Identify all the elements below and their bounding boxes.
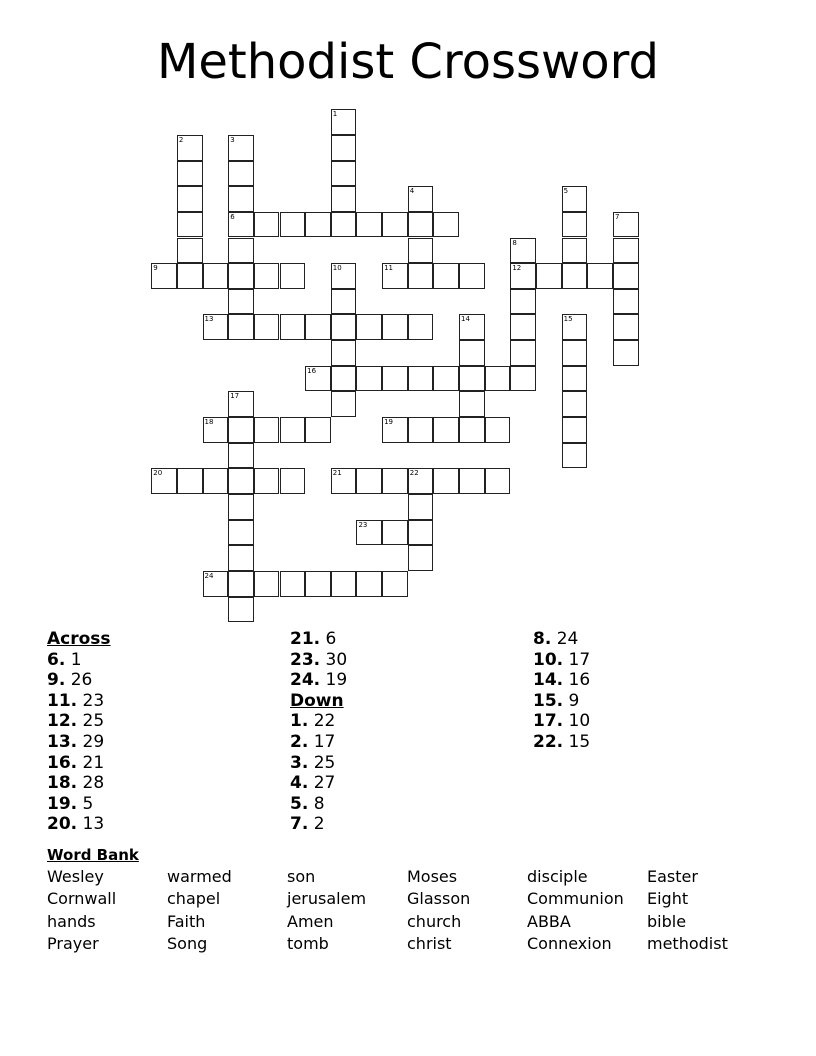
grid-cell[interactable]: [408, 263, 434, 289]
grid-cell[interactable]: [382, 468, 408, 494]
grid-cell[interactable]: [562, 417, 588, 443]
grid-cell[interactable]: [331, 289, 357, 315]
grid-cell[interactable]: [228, 494, 254, 520]
clue-number: 10.: [533, 649, 564, 670]
clue-number: 12: [512, 264, 522, 273]
grid-cell[interactable]: [408, 186, 434, 212]
grid-cell[interactable]: [280, 314, 306, 340]
grid-cell[interactable]: [613, 238, 639, 264]
word-bank-word: Easter: [647, 867, 698, 886]
grid-cell[interactable]: [382, 314, 408, 340]
grid-cell[interactable]: [177, 263, 203, 289]
clue: [290, 670, 347, 691]
grid-cell[interactable]: [151, 468, 177, 494]
grid-cell[interactable]: [305, 314, 331, 340]
grid-cell[interactable]: [613, 212, 639, 238]
grid-cell[interactable]: [562, 391, 588, 417]
grid-cell[interactable]: [228, 417, 254, 443]
grid-cell[interactable]: [254, 212, 280, 238]
grid-cell[interactable]: [613, 340, 639, 366]
clue: [290, 711, 347, 732]
grid-cell[interactable]: [228, 212, 254, 238]
word-bank-word: hands: [47, 912, 96, 931]
grid-cell[interactable]: [177, 468, 203, 494]
grid-cell[interactable]: [228, 186, 254, 212]
clue-number: 3.: [290, 752, 309, 773]
clue-text: 25: [313, 752, 336, 773]
clue-number: 5: [563, 187, 569, 196]
clue-number: 19: [384, 418, 394, 427]
clue-number: 17: [230, 392, 240, 401]
grid-cell[interactable]: [254, 571, 280, 597]
clue-number: 15: [563, 315, 573, 324]
clue-text: 24: [556, 629, 579, 649]
clue: [533, 670, 590, 691]
clue-number: 20.: [47, 814, 78, 835]
grid-cell[interactable]: [562, 263, 588, 289]
grid-cell[interactable]: [177, 135, 203, 161]
clue-text: 2: [313, 814, 325, 835]
grid-cell[interactable]: [408, 212, 434, 238]
clue-number: 9: [153, 264, 158, 273]
grid-cell[interactable]: [356, 366, 382, 392]
word-bank-word: Moses: [407, 867, 458, 886]
clue-text: 8: [313, 793, 325, 814]
grid-cell[interactable]: [613, 314, 639, 340]
clue-text: 21: [82, 752, 105, 773]
word-bank-word: son: [287, 867, 316, 886]
word-bank-word: Amen: [287, 912, 334, 931]
grid-cell[interactable]: [382, 212, 408, 238]
clue-number: 10: [332, 264, 342, 273]
clue: [47, 773, 111, 794]
clues-column: [533, 629, 590, 753]
grid-cell[interactable]: [562, 314, 588, 340]
clue-number: 7.: [290, 814, 309, 835]
clue-number: 6: [230, 212, 235, 221]
word-bank-word: Eight: [647, 889, 689, 908]
grid-cell[interactable]: [459, 314, 485, 340]
clue-text: 9: [568, 690, 580, 711]
clue: [533, 629, 590, 650]
clue: [47, 753, 111, 774]
grid-cell[interactable]: [228, 238, 254, 264]
grid-cell[interactable]: [382, 263, 408, 289]
grid-cell[interactable]: [408, 494, 434, 520]
across-header: Across: [47, 629, 111, 649]
grid-cell[interactable]: [254, 314, 280, 340]
clue-text: 1: [70, 649, 82, 670]
grid-cell[interactable]: [382, 417, 408, 443]
grid-cell[interactable]: [177, 212, 203, 238]
grid-cell[interactable]: [536, 263, 562, 289]
clue-number: 8: [512, 238, 517, 247]
grid-cell[interactable]: [485, 366, 511, 392]
clue-number: 14: [461, 315, 470, 324]
grid-cell[interactable]: [203, 417, 229, 443]
word-bank-word: Communion: [527, 889, 624, 908]
grid-cell[interactable]: [331, 314, 357, 340]
grid-cell[interactable]: [510, 289, 536, 315]
clues-column: [290, 629, 347, 835]
grid-cell[interactable]: [356, 520, 382, 546]
clue: [47, 650, 111, 671]
clue-text: 27: [313, 773, 336, 794]
grid-cell[interactable]: [203, 263, 229, 289]
grid-cell[interactable]: [433, 263, 459, 289]
clue-text: 6: [325, 629, 337, 649]
grid-cell[interactable]: [433, 366, 459, 392]
clue-number: 4: [409, 187, 415, 196]
grid-cell[interactable]: [331, 186, 357, 212]
grid-cell[interactable]: [177, 186, 203, 212]
word-bank-word: Cornwall: [47, 889, 117, 908]
grid-cell[interactable]: [613, 263, 639, 289]
grid-cell[interactable]: [331, 391, 357, 417]
word-bank-word: church: [407, 912, 462, 931]
word-bank-word: warmed: [167, 867, 232, 886]
grid-cell[interactable]: [433, 417, 459, 443]
clue-number: 24.: [290, 670, 321, 691]
clue: [47, 814, 111, 835]
grid-cell[interactable]: [331, 340, 357, 366]
clue-number: 15.: [533, 690, 564, 711]
clue-number: 20: [153, 469, 163, 478]
word-bank-word: ABBA: [527, 912, 571, 931]
clue-text: 16: [568, 670, 591, 691]
word-bank-word: bible: [647, 912, 687, 931]
clue: [47, 732, 111, 753]
clue-number: 11.: [47, 690, 78, 711]
clue-number: 14.: [533, 670, 564, 691]
clue-number: 23: [358, 520, 368, 529]
grid-cell[interactable]: [510, 340, 536, 366]
clue-number: 22.: [533, 731, 564, 752]
clue: [290, 773, 347, 794]
clue-number: 7: [614, 212, 620, 221]
clue: [290, 794, 347, 815]
clue-number: 2.: [290, 731, 309, 752]
grid-cell[interactable]: [331, 366, 357, 392]
grid-cell[interactable]: [382, 571, 408, 597]
grid-cell[interactable]: [510, 238, 536, 264]
grid-cell[interactable]: [408, 545, 434, 571]
grid-cell[interactable]: [254, 417, 280, 443]
grid-cell[interactable]: [408, 520, 434, 546]
clue: [47, 670, 111, 691]
clue-text: 26: [70, 670, 93, 691]
grid-cell[interactable]: [408, 417, 434, 443]
word-bank-title: Word Bank: [47, 846, 139, 864]
word-bank-word: Wesley: [47, 867, 104, 886]
grid-cell[interactable]: [228, 289, 254, 315]
grid-cell[interactable]: [254, 468, 280, 494]
grid-cell[interactable]: [331, 161, 357, 187]
clue-number: 2: [178, 135, 184, 144]
grid-cell[interactable]: [331, 135, 357, 161]
clue-text: 17: [313, 731, 336, 752]
clue-number: 13: [204, 315, 214, 324]
grid-cell[interactable]: [459, 366, 485, 392]
grid-cell[interactable]: [228, 135, 254, 161]
clue-number: 11: [384, 264, 394, 273]
grid-cell[interactable]: [356, 571, 382, 597]
clue: [290, 650, 347, 671]
clue-number: 21: [332, 469, 342, 478]
clue-text: 17: [568, 649, 591, 670]
clue: [47, 794, 111, 815]
grid-cell[interactable]: [280, 417, 306, 443]
grid-cell[interactable]: [305, 366, 331, 392]
grid-cell[interactable]: [331, 468, 357, 494]
clue-number: 18: [204, 418, 214, 427]
grid-cell[interactable]: [587, 263, 613, 289]
grid-cell[interactable]: [228, 443, 254, 469]
clue-text: 13: [82, 814, 105, 835]
grid-cell[interactable]: [510, 263, 536, 289]
word-bank-word: Connexion: [527, 934, 612, 953]
grid-cell[interactable]: [203, 571, 229, 597]
clue-text: 30: [325, 649, 348, 670]
grid-cell[interactable]: [203, 468, 229, 494]
grid-cell[interactable]: [356, 468, 382, 494]
grid-cell[interactable]: [562, 443, 588, 469]
grid-cell[interactable]: [228, 468, 254, 494]
clue-number: 8.: [533, 629, 552, 649]
word-bank-word: christ: [407, 934, 452, 953]
grid-cell[interactable]: [228, 161, 254, 187]
clue-number: 1.: [290, 711, 309, 732]
grid-cell[interactable]: [459, 340, 485, 366]
grid-cell[interactable]: [280, 263, 306, 289]
grid-cell[interactable]: [562, 238, 588, 264]
grid-cell[interactable]: [510, 366, 536, 392]
clue-number: 5.: [290, 793, 309, 814]
grid-cell[interactable]: [228, 545, 254, 571]
grid-cell[interactable]: [562, 340, 588, 366]
grid-cell[interactable]: [331, 109, 357, 135]
clue-number: 3: [230, 135, 235, 144]
grid-cell[interactable]: [280, 468, 306, 494]
clue-number: 16.: [47, 752, 78, 773]
clue: [533, 711, 590, 732]
clue-text: 15: [568, 731, 591, 752]
grid-cell[interactable]: [408, 366, 434, 392]
clue-number: 1: [332, 110, 338, 119]
grid-cell[interactable]: [459, 263, 485, 289]
grid-cell[interactable]: [280, 212, 306, 238]
clue-number: 9.: [47, 670, 66, 691]
grid-cell[interactable]: [331, 212, 357, 238]
word-bank-word: disciple: [527, 867, 588, 886]
grid-cell[interactable]: [228, 263, 254, 289]
clue: [47, 711, 111, 732]
clue-number: 24: [204, 571, 214, 580]
clue-number: 4.: [290, 773, 309, 794]
word-bank-word: Prayer: [47, 934, 99, 953]
grid-cell[interactable]: [305, 571, 331, 597]
grid-cell[interactable]: [151, 263, 177, 289]
clue-number: 18.: [47, 773, 78, 794]
clue-text: 5: [82, 793, 94, 814]
clue-number: 23.: [290, 649, 321, 670]
clue-number: 12.: [47, 711, 78, 732]
clue-text: 10: [568, 711, 591, 732]
clue-number: 17.: [533, 711, 564, 732]
clue-number: 19.: [47, 793, 78, 814]
grid-cell[interactable]: [228, 571, 254, 597]
grid-cell[interactable]: [203, 314, 229, 340]
grid-cell[interactable]: [408, 238, 434, 264]
grid-cell[interactable]: [254, 263, 280, 289]
clue: [533, 691, 590, 712]
grid-cell[interactable]: [459, 391, 485, 417]
clue: [290, 814, 347, 835]
grid-cell[interactable]: [510, 314, 536, 340]
grid-cell[interactable]: [280, 571, 306, 597]
word-bank-word: Glasson: [407, 889, 471, 908]
grid-cell[interactable]: [305, 417, 331, 443]
grid-cell[interactable]: [228, 597, 254, 623]
grid-cell[interactable]: [562, 366, 588, 392]
grid-cell[interactable]: [408, 314, 434, 340]
grid-cell[interactable]: [331, 263, 357, 289]
clue-text: 28: [82, 773, 105, 794]
grid-cell[interactable]: [459, 417, 485, 443]
grid-cell[interactable]: [485, 417, 511, 443]
clue: [47, 691, 111, 712]
grid-cell[interactable]: [433, 212, 459, 238]
grid-cell[interactable]: [562, 212, 588, 238]
clue-text: 29: [82, 731, 105, 752]
clue-number: 6.: [47, 649, 66, 670]
grid-cell[interactable]: [485, 468, 511, 494]
clue: [533, 732, 590, 753]
clue-number: 22: [409, 469, 419, 478]
clue-number: 21.: [290, 629, 321, 649]
grid-cell[interactable]: [382, 520, 408, 546]
clue: [290, 629, 347, 650]
clue-number: 13.: [47, 731, 78, 752]
grid-cell[interactable]: [562, 186, 588, 212]
page-title: Methodist Crossword: [156, 34, 659, 90]
grid-cell[interactable]: [356, 314, 382, 340]
grid-cell[interactable]: [433, 468, 459, 494]
clue-number: 16: [307, 366, 317, 375]
word-bank-word: jerusalem: [287, 889, 367, 908]
word-bank-word: Song: [167, 934, 208, 953]
grid-cell[interactable]: [305, 212, 331, 238]
clue: [533, 650, 590, 671]
grid-cell[interactable]: [356, 212, 382, 238]
clue: [290, 753, 347, 774]
word-bank-word: methodist: [647, 934, 728, 953]
word-bank-word: chapel: [167, 889, 221, 908]
grid-cell[interactable]: [408, 468, 434, 494]
grid-cell[interactable]: [459, 468, 485, 494]
clue-text: 19: [325, 670, 348, 691]
clues-column: [47, 629, 111, 835]
grid-cell[interactable]: [228, 520, 254, 546]
grid-cell[interactable]: [613, 289, 639, 315]
grid-cell[interactable]: [177, 238, 203, 264]
grid-cell[interactable]: [177, 161, 203, 187]
grid-cell[interactable]: [382, 366, 408, 392]
word-bank-word: Faith: [167, 912, 206, 931]
grid-cell[interactable]: [228, 314, 254, 340]
clue-text: 22: [313, 711, 336, 732]
clue-text: 25: [82, 711, 105, 732]
clue: [290, 732, 347, 753]
grid-cell[interactable]: [331, 571, 357, 597]
word-bank-word: tomb: [287, 934, 329, 953]
grid-cell[interactable]: [228, 391, 254, 417]
down-header: Down: [290, 690, 344, 711]
clue-text: 23: [82, 690, 105, 711]
